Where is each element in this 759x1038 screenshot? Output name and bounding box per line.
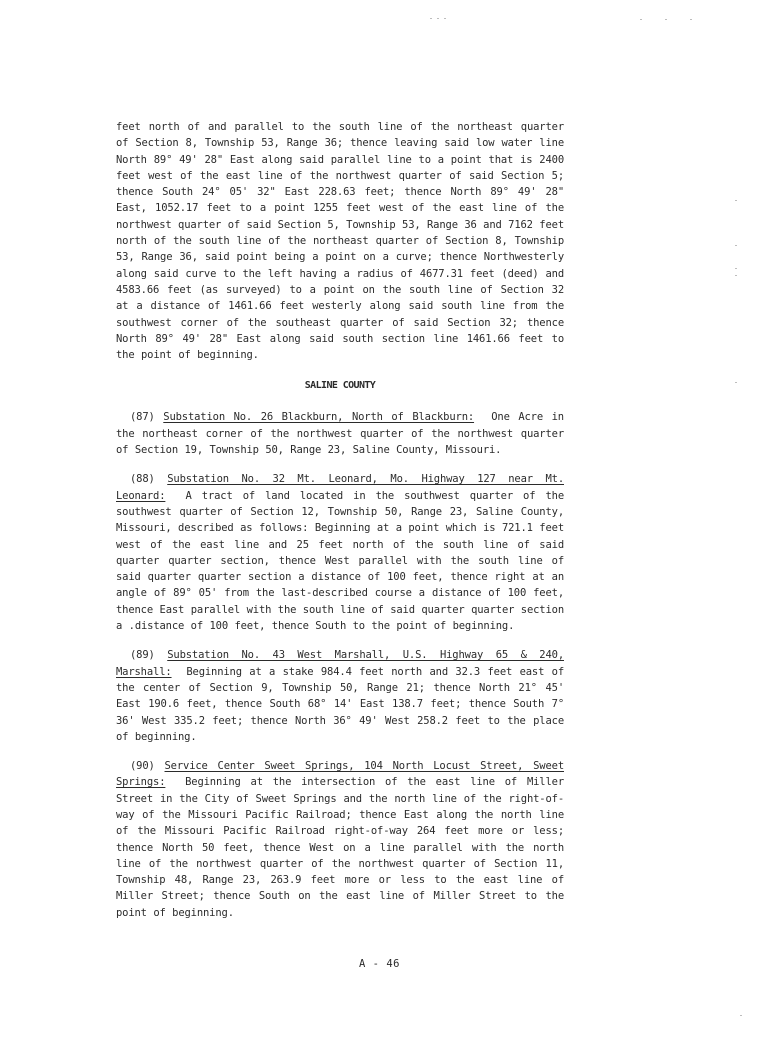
section-heading: SALINE COUNTY	[304, 380, 376, 392]
scan-mark	[735, 268, 737, 269]
scan-mark	[735, 245, 737, 246]
item-89	[116, 647, 564, 745]
item-88	[116, 471, 564, 634]
document-page	[116, 119, 564, 921]
item-90	[116, 758, 564, 921]
scan-mark	[690, 19, 692, 20]
scan-mark	[444, 18, 446, 19]
item-number: (89)	[130, 649, 155, 662]
scan-mark	[740, 1015, 742, 1016]
item-body: One Acre in the northeast corner of the northwest quarter of the northwest quarter of Section 19, Township 50, Range 23, Saline County, Missouri.	[116, 411, 564, 457]
item-body: Beginning at the intersection of the east line of Miller Street in the City of Sweet Springs and the north line of the right-of-way of the Missouri Pacific Railroad; thence East along the north line of the Missouri Pacific Railroad right-of-way 264 feet more or less; thence North 50 feet, thence West on a line parallel with the north line of the northwest quarter of the northwest quarter of Section 11, Township 48, Range 23, 263.9 feet more or less to the east line of Miller Street; thence South on the east line of Miller Street to the point of beginning.	[116, 776, 564, 919]
item-title: Substation No. 32 Mt. Leonard, Mo. Highway 127 near Mt. Leonard:	[116, 473, 564, 502]
scan-mark	[430, 18, 432, 19]
item-number: (90)	[130, 760, 155, 773]
item-87	[116, 409, 564, 458]
item-body: A tract of land located in the southwest quarter of the southwest quarter of Section 12, Township 50, Range 23, Saline County, Missouri, described as follows: Beginning at a point which is 721.1 feet west of the east line and 25 feet north of the south line of said quarter quarter section, thence West parallel with the south line of said quarter quarter section a distance of 100 feet, thence right at an angle of 89° 05' from the last-described course a distance of 100 feet, thence East parallel with the south line of said quarter quarter section a .distance of 100 feet, thence South to the point of beginning.	[116, 489, 564, 633]
page-number: A - 46	[359, 958, 400, 970]
continuation-paragraph: feet north of and parallel to the south line of the northeast quarter of Section 8, Township 53, Range 36; thence leaving said low water line North 89° 49' 28" East along said parallel line to a point that is 2400 feet west of the east line of the northwest quarter of said Section 5; thence South 24° 05' 32" East 228.63 feet; thence North 89° 49' 28" East, 1052.17 feet to a point 1255 feet west of the east line of the northwest quarter of said Section 5, Township 53, Range 36 and 7162 feet north of the south line of the northeast quarter of Section 8, Township 53, Range 36, said point being a point on a curve; thence Northwesterly along said curve to the left having a radius of 4677.31 feet (deed) and 4583.66 feet (as surveyed) to a point on the south line of Section 32 at a distance of 1461.66 feet westerly along said south line from the southwest corner of the southeast quarter of said Section 32; thence North 89° 49' 28" East along said south section line 1461.66 feet to the point of beginning.	[116, 121, 564, 362]
scan-mark	[735, 275, 737, 276]
scan-mark	[665, 19, 667, 20]
item-number: (88)	[130, 473, 155, 486]
item-title: Service Center Sweet Springs, 104 North Locust Street, Sweet Springs:	[116, 760, 564, 789]
scan-mark	[735, 382, 737, 383]
scan-mark	[640, 19, 642, 20]
item-title: Substation No. 26 Blackburn, North of Blackburn:	[163, 411, 475, 424]
item-title: Substation No. 43 West Marshall, U.S. Highway 65 & 240, Marshall:	[116, 649, 564, 678]
item-number: (87)	[130, 411, 155, 424]
scan-mark	[735, 200, 737, 201]
scan-mark	[437, 18, 439, 19]
item-body: Beginning at a stake 984.4 feet north and 32.3 feet east of the center of Section 9, Township 50, Range 21; thence North 21° 45' East 190.6 feet, thence South 68° 14' East 138.7 feet; thence South 7° 36' West 335.2 feet; thence North 36° 49' West 258.2 feet to the place of beginning.	[116, 665, 565, 743]
